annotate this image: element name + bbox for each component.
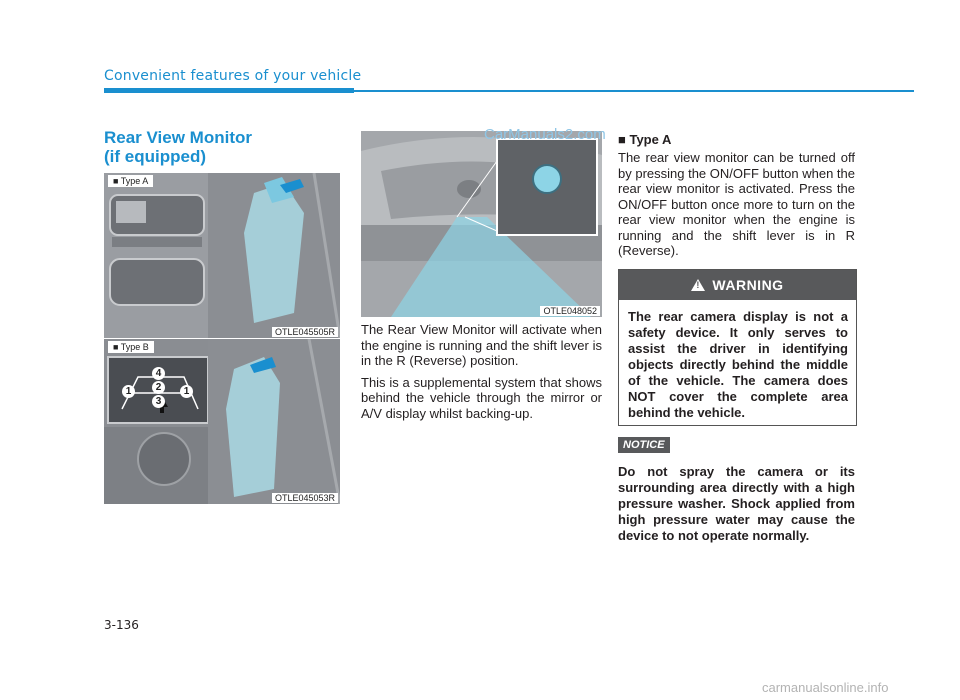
figure-code-b: OTLE045053R bbox=[272, 493, 338, 503]
section-title-line2: (if equipped) bbox=[104, 147, 206, 166]
notice-tag: NOTICE bbox=[618, 437, 670, 453]
callout-label: 1 bbox=[122, 385, 135, 398]
callout-label: 3 bbox=[152, 395, 165, 408]
camera-icon bbox=[533, 165, 561, 193]
warning-title: WARNING bbox=[712, 277, 784, 293]
warning-header bbox=[619, 270, 856, 300]
middle-paragraph-2: This is a supplemental system that shows behind the vehicle through the mirror or A/V display whilst backing-up. bbox=[361, 374, 602, 421]
shift-lever-icon bbox=[244, 183, 304, 323]
middle-text bbox=[361, 322, 602, 427]
figure-type-a bbox=[104, 173, 340, 338]
figure-type-b bbox=[104, 339, 340, 504]
warning-box bbox=[618, 269, 857, 426]
warning-text: The rear camera display is not a safety device. It only serves to assist the driver in identifying objects directly behind the middle of the vehicle. The camera does NOT cover the complete area behind the vehicle. bbox=[628, 309, 848, 420]
header-rule-thick bbox=[104, 88, 354, 93]
watermark-bottom: carmanualsonline.info bbox=[762, 680, 889, 695]
header-rule-thin bbox=[354, 90, 914, 92]
callout-label: 2 bbox=[152, 381, 165, 394]
type-a-heading: ■ Type A bbox=[618, 132, 672, 147]
section-title bbox=[104, 128, 344, 166]
figure-rear-camera bbox=[361, 131, 602, 317]
figure-code-middle: OTLE048052 bbox=[540, 306, 600, 316]
type-a-illustration bbox=[104, 173, 340, 338]
figure-code-a: OTLE045505R bbox=[272, 327, 338, 337]
callout-label: 4 bbox=[152, 367, 165, 380]
figure-tag-type-a: ■ Type A bbox=[108, 175, 153, 187]
shift-lever-b-icon bbox=[226, 357, 280, 497]
type-b-illustration bbox=[104, 339, 340, 504]
callout-label: 1 bbox=[180, 385, 193, 398]
header-title: Convenient features of your vehicle bbox=[104, 68, 362, 84]
figure-tag-type-b: ■ Type B bbox=[108, 341, 154, 353]
right-paragraph: The rear view monitor can be turned off by pressing the ON/OFF button when the rear view monitor is activated. Press the ON/OFF button once more to turn on the rear view monitor when the engine is running and the shift lever is in R (Reverse). bbox=[618, 150, 856, 258]
watermark-top: CarManuals2.com bbox=[484, 126, 606, 143]
rear-camera-illustration bbox=[361, 131, 602, 317]
middle-paragraph-1: The Rear View Monitor will activate when the engine is running and the shift lever is in the R (Reverse) position. bbox=[361, 322, 602, 368]
page-number: 3-136 bbox=[104, 618, 139, 632]
section-title-line1: Rear View Monitor bbox=[104, 128, 252, 147]
warning-triangle-icon bbox=[691, 279, 705, 291]
notice-text: Do not spray the camera or its surrounding area directly with a high pressure washer. Shock applied from high pressure water may cause the device to not operate normally. bbox=[618, 464, 855, 543]
